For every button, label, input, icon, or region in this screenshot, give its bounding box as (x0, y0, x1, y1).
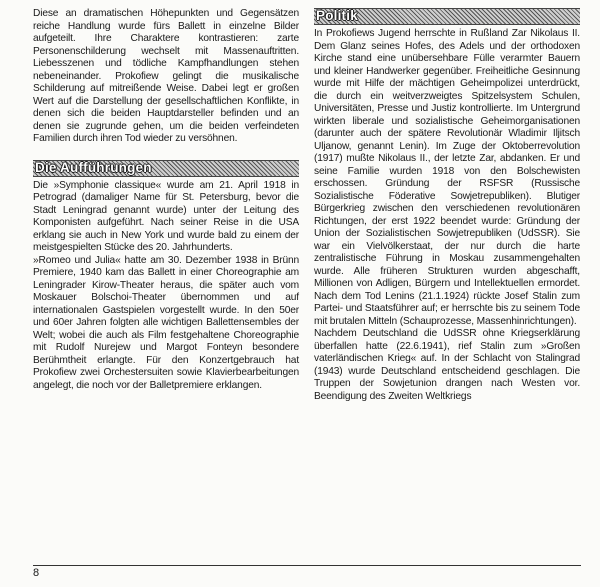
left-column (33, 8, 299, 392)
section-heading-title: Politik (316, 8, 358, 23)
page-number: 8 (33, 567, 40, 579)
section-heading-auffuehrungen (33, 160, 299, 177)
section-heading-title: Die Aufführungen (35, 159, 152, 175)
footer-rule (33, 565, 581, 566)
section-heading-politik (314, 8, 580, 25)
intro-paragraph: Diese an dramatischen Höhepunkten und Gegensätzen reiche Handlung wurde fürs Ballett in einzelne Bilder aufgeteilt. Ihre Charaktere kontrastieren: zarte Personenschilderung wechselt mit Massenauftritten. Liebesszenen und tödliche Kampfhandlungen stehen nebeneinander. Prokofiew gelingt die musikalische Schilderung auf mitreißende Weise. Dabei legt er großen Wert auf die Darstellung der gesellschaftlichen Konflikte, in denen sich die beiden Hauptdarsteller befinden und an denen sie zugrunde gehen, um die beiden verfeindeten Familien durch ihren Tod wieder zu versöhnen. (33, 8, 299, 144)
paragraph-politik-2: Nachdem Deutschland die UdSSR ohne Kriegserklärung überfallen hatte (22.6.1941), rief Stalin zum »Großen vaterländischen Krieg« auf. In der Schlacht von Stalingrad (1943) wurde Deutschland entscheidend geschlagen. Die Truppen der Sowjetunion drangen nach Westen vor. Beendigung des Zweiten Weltkriegs (314, 328, 580, 402)
right-column (314, 8, 580, 403)
paragraph-symphonie: Die »Symphonie classique« wurde am 21. April 1918 in Petrograd (damaliger Name für St. Petersburg, bevor die Stadt Leningrad genannt wurde) unter der Leitung des Komponisten aufgeführt. Nach seiner Reise in die USA erklang sie auch in New York und wurde bald zu einem der meistgespielten Stücke des 20. Jahrhunderts. (33, 179, 299, 253)
paragraph-romeo-julia: »Romeo und Julia« hatte am 30. Dezember 1938 in Brünn Premiere, 1940 kam das Ballett in einer Choreographie am Leningrader Kirow-Theater heraus, die später auch vom Moskauer Bolschoi-Theater übernommen und auf internationalen Gastspielen vorgestellt wurde. In den 50er und 60er Jahren folgten alle wichtigen Ballettensembles der Welt; wobei die auch als Film festgehaltene Choreographie mit Rudolf Nurejew und Margot Fonteyn besondere Berühmtheit erlangte. Für den Konzertgebrauch hat Prokofiew zwei Orchestersuiten sowie Klavierbearbeitungen angelegt, die noch vor der Balletpremiere erklangen. (33, 254, 299, 391)
paragraph-politik-1: In Prokofiews Jugend herrschte in Rußland Zar Nikolaus II. Dem Glanz seines Hofes, des Adels und der orthodoxen Kirche stand eine unübersehbare Fülle verarmter Bauern und kleiner Handwerker gegenüber. Freiheitliche Gesinnung wurde mit Hilfe der mächtigen Geheimpolizei unterdrückt, die durch ein weitverzweigtes Spitzelsystem Schulen, Universitäten, Presse und Justiz kontrollierte. Im Untergrund wirkten liberale und sozialistische Geheimorganisationen (darunter auch der spätere Revolutionär Wladimir Iljitsch Uljanow, genannt Lenin). Im Zuge der Oktoberrevolution (1917) mußte Nikolaus II., der letzte Zar, abdanken. Er und seine Familie wurden 1918 von den Bolschewisten erschossen. Gründung der RSFSR (Russische Sozialistische Föderative Sowjetrepubliken). Blutiger Bürgerkrieg zwischen den verschiedenen revolutionären Richtungen, der erst 1922 beendet wurde: Gründung der Union der Sozialistischen Sowjetrepubliken (UdSSR). Sie war ein Vielvölkerstaat, der nur durch die harte zentralistische Führung in Moskau zusammengehalten wurde. Alle früheren Strukturen wurden abgeschafft, Millionen von Adligen, Bürgern und Intellektuellen ermordet. Nach dem Tod Lenins (21.1.1924) rückte Josef Stalin zum Partei- und Staatsführer auf; er herrschte bis zu seinem Tode mit brutalen Mitteln (Schauprozesse, Massenhinrichtungen). (314, 28, 580, 327)
